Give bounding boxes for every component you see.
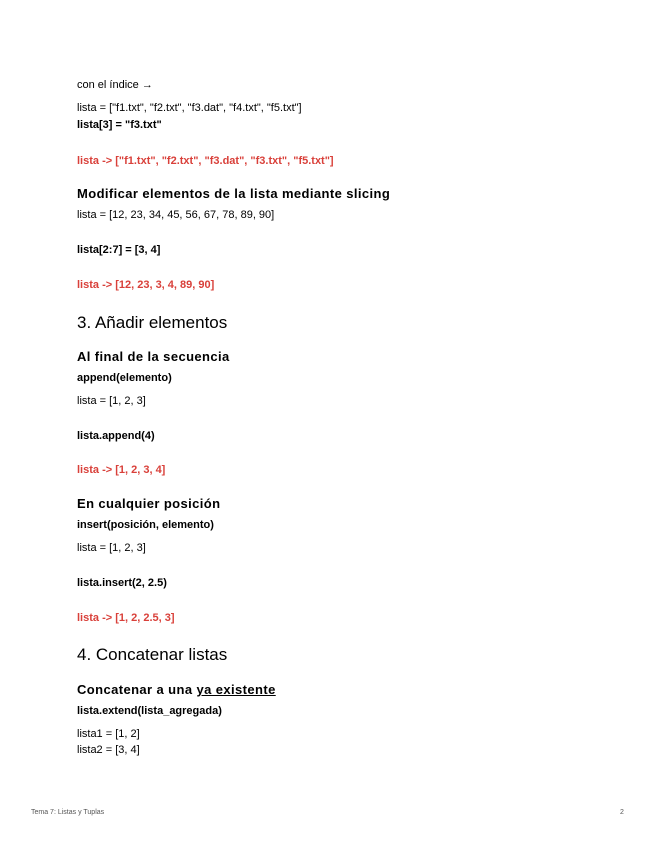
section-title-3: 3. Añadir elementos (77, 313, 228, 332)
result-line-1: lista -> ["f1.txt", "f2.txt", "f3.dat", "f3.txt", "f5.txt"] (77, 155, 334, 167)
heading-posicion: En cualquier posición (77, 496, 221, 511)
code-append-call: lista.append(4) (77, 430, 155, 442)
heading-concat-underlined: ya existente (196, 682, 276, 697)
code-insert-signature: insert(posición, elemento) (77, 519, 214, 531)
result-line-4: lista -> [1, 2, 2.5, 3] (77, 612, 175, 624)
code-extend-signature: lista.extend(lista_agregada) (77, 705, 222, 717)
code-lista-def-3: lista = [1, 2, 3] (77, 395, 146, 407)
code-append-signature: append(elemento) (77, 372, 172, 384)
code-lista-def-2: lista = [12, 23, 34, 45, 56, 67, 78, 89, 90] (77, 209, 275, 221)
heading-concat (77, 682, 276, 697)
heading-concat-text: Concatenar a una (77, 682, 197, 697)
footer-page-number: 2 (620, 809, 624, 816)
section-title-4: 4. Concatenar listas (77, 645, 228, 664)
heading-slicing: Modificar elementos de la lista mediante slicing (77, 186, 391, 201)
code-lista-def-1: lista = ["f1.txt", "f2.txt", "f3.dat", "f4.txt", "f5.txt"] (77, 102, 302, 114)
code-assign-index: lista[3] = "f3.txt" (77, 119, 162, 131)
code-lista-def-4: lista = [1, 2, 3] (77, 542, 146, 554)
result-line-2: lista -> [12, 23, 3, 4, 89, 90] (77, 279, 215, 291)
heading-final: Al final de la secuencia (77, 349, 230, 364)
code-insert-call: lista.insert(2, 2.5) (77, 577, 167, 589)
code-lista1-def: lista1 = [1, 2] (77, 728, 140, 740)
text-indice: con el índice → (77, 79, 153, 91)
code-lista2-def: lista2 = [3, 4] (77, 744, 140, 756)
result-line-3: lista -> [1, 2, 3, 4] (77, 464, 166, 476)
code-assign-slice: lista[2:7] = [3, 4] (77, 244, 161, 256)
footer-title: Tema 7: Listas y Tuplas (31, 809, 105, 816)
